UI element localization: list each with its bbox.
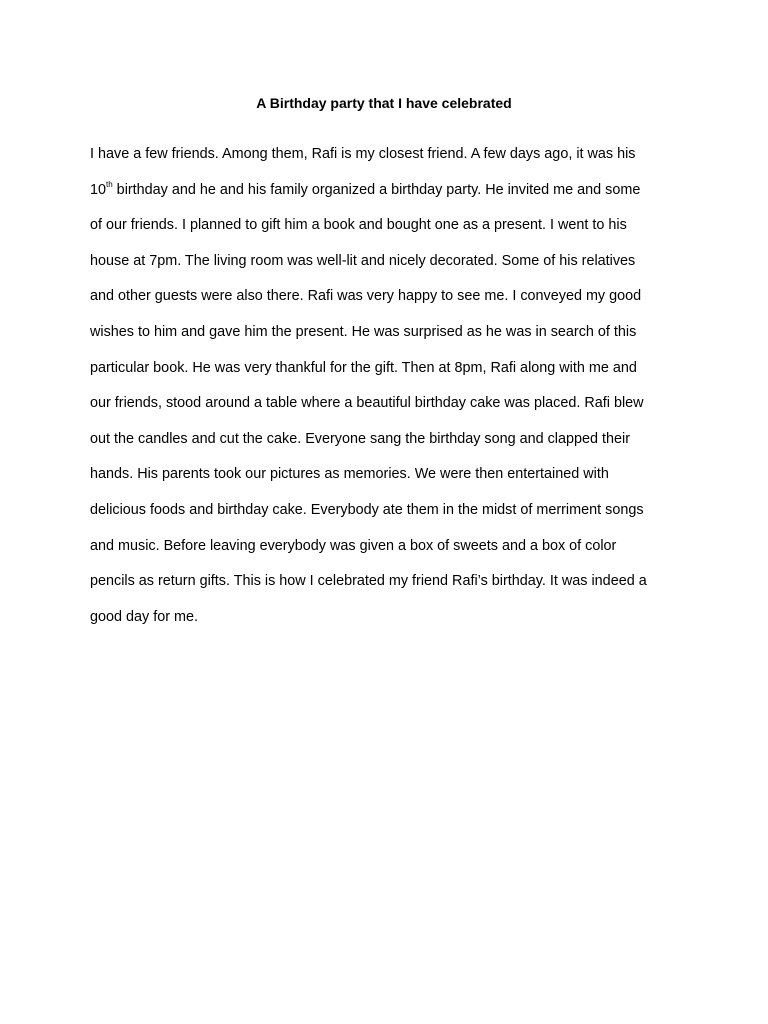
essay-line: good day for me. [90,608,198,625]
essay-line: house at 7pm. The living room was well-lit and nicely decorated. Some of his relatives [90,252,636,269]
ordinal-suffix: th [106,179,113,189]
essay-line [90,173,690,209]
essay-line: particular book. He was very thankful for the gift. Then at 8pm, Rafi along with me and [90,359,637,376]
essay-line: delicious foods and birthday cake. Everybody ate them in the midst of merriment songs [90,501,644,518]
essay-line: out the candles and cut the cake. Everyone sang the birthday song and clapped their [90,430,631,447]
essay-line: wishes to him and gave him the present. He was surprised as he was in search of this [90,323,637,340]
essay-line: I have a few friends. Among them, Rafi is my closest friend. A few days ago, it was his [90,146,636,162]
essay-line: of our friends. I planned to gift him a book and bought one as a present. I went to his [90,217,627,234]
essay-body [90,137,690,635]
document-title: A Birthday party that I have celebrated [256,95,512,111]
essay-line: hands. His parents took our pictures as memories. We were then entertained with [90,466,609,483]
essay-line: our friends, stood around a table where a beautiful birthday cake was placed. Rafi blew [90,395,644,412]
essay-line: and music. Before leaving everybody was given a box of sweets and a box of color [90,537,617,554]
essay-line: and other guests were also there. Rafi was very happy to see me. I conveyed my good [90,288,642,305]
essay-line: pencils as return gifts. This is how I celebrated my friend Rafi’s birthday. It was indeed a [90,573,647,590]
essay-line-text: birthday and he and his family organized a birthday party. He invited me and some [112,181,641,198]
ordinal-number: 10 [90,181,107,198]
